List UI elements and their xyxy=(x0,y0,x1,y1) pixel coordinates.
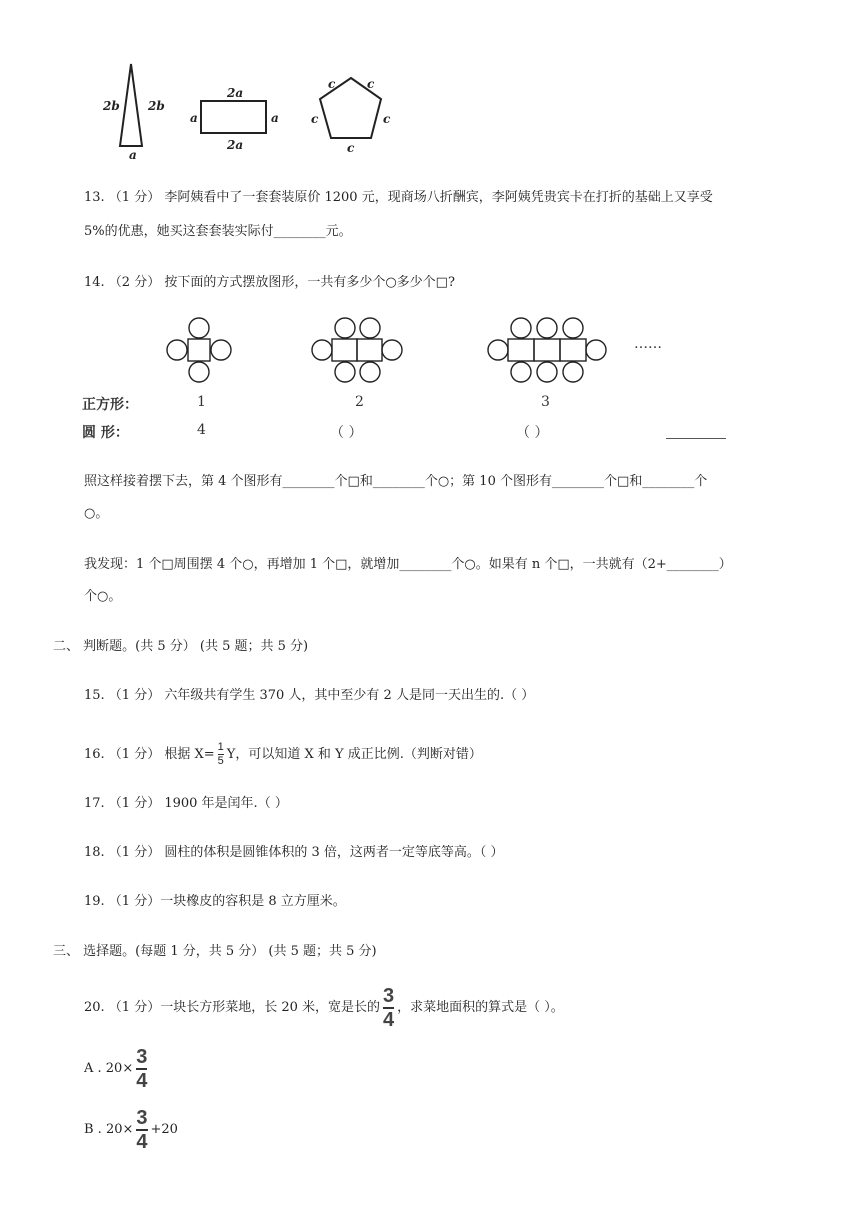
q14-para2-line1: 我发现：1 个□周围摆 4 个○，再增加 1 个□，就增加________个○。如果有 n 个□，一共就有（2+________） xyxy=(84,557,732,572)
pattern-circle xyxy=(511,362,531,382)
fraction-denominator: 5 xyxy=(217,755,224,767)
fraction-numerator: 3 xyxy=(136,1045,148,1068)
pattern-square xyxy=(508,339,534,361)
fraction-numerator: 3 xyxy=(136,1106,148,1129)
pattern-circle xyxy=(511,318,531,338)
option-b-fraction xyxy=(136,1108,147,1152)
pattern-circle xyxy=(211,340,231,360)
square-count-1: 1 xyxy=(197,394,206,410)
pattern-circle xyxy=(563,318,583,338)
q14-stem: 14. （2 分） 按下面的方式摆放图形，一共有多少个○多少个□? xyxy=(84,275,455,290)
fraction-denominator: 4 xyxy=(136,1069,148,1092)
pattern-square xyxy=(332,339,357,361)
triangle-base-label: a xyxy=(129,148,137,162)
pattern-circle xyxy=(382,340,402,360)
square-count-2: 2 xyxy=(355,394,364,410)
pattern-circle xyxy=(312,340,332,360)
q16-text-post: Y，可以知道 X 和 Y 成正比例.（判断对错） xyxy=(226,747,482,762)
option-b[interactable] xyxy=(84,1104,178,1156)
q20-fraction xyxy=(383,986,394,1030)
q18: 18. （1 分） 圆柱的体积是圆锥体积的 3 倍，这两者一定等底等高。（ ） xyxy=(84,845,504,860)
fraction-numerator: 3 xyxy=(383,984,395,1007)
pattern-circle xyxy=(189,318,209,338)
q13-line1: 13. （1 分） 李阿姨看中了一套套装原价 1200 元，现商场八折酬宾，李阿姨凭贵宾卡在打折的基础上又享受 xyxy=(84,190,713,205)
q20-text-pre: 20. （1 分）一块长方形菜地，长 20 米，宽是长的 xyxy=(84,1000,381,1015)
pattern-circle xyxy=(335,362,355,382)
rectangle-left-label: a xyxy=(190,111,198,125)
pattern-square xyxy=(534,339,560,361)
q14-para2-line2: 个○。 xyxy=(84,589,122,604)
pattern-circle xyxy=(167,340,187,360)
q20-text-post: ，求菜地面积的算式是（ ）。 xyxy=(397,1000,564,1015)
q20 xyxy=(84,982,564,1034)
pentagon-label: c xyxy=(328,77,336,91)
q17: 17. （1 分） 1900 年是闰年.（ ） xyxy=(84,796,288,811)
pattern-circle xyxy=(360,318,380,338)
square-circle-pattern xyxy=(160,315,680,385)
fraction-denominator: 4 xyxy=(383,1008,395,1031)
pattern-circle xyxy=(586,340,606,360)
pattern-ellipsis: …… xyxy=(634,336,662,352)
fraction-numerator: 1 xyxy=(217,741,224,753)
pattern-square xyxy=(560,339,586,361)
pattern-circle xyxy=(488,340,508,360)
section3-heading: 三、 选择题。(每题 1 分，共 5 分） (共 5 题；共 5 分) xyxy=(53,944,377,959)
rectangle-right-label: a xyxy=(271,111,279,125)
circle-value-1: 4 xyxy=(197,422,206,438)
option-a-fraction xyxy=(136,1047,147,1091)
circle-value-2: （ ） xyxy=(330,425,363,441)
rectangle-top-label: 2a xyxy=(227,86,244,100)
q14-para1-line1: 照这样接着摆下去，第 4 个图形有________个□和________个○；第 10 个图形有________个□和________个 xyxy=(84,474,708,489)
triangle-side-right-label: 2b xyxy=(148,99,165,113)
rectangle-shape xyxy=(201,101,266,133)
row-label-circle: 圆 形： xyxy=(82,425,129,441)
rectangle-bottom-label: 2a xyxy=(227,138,244,152)
q14-para1-line2: ○。 xyxy=(84,506,109,521)
q16-fraction xyxy=(218,742,224,767)
pattern-circle xyxy=(189,362,209,382)
geometry-figures xyxy=(95,58,395,168)
pentagon-label: c xyxy=(347,141,355,155)
option-a[interactable] xyxy=(84,1043,150,1095)
q13-line2: 5%的优惠，她买这套套装实际付________元。 xyxy=(84,224,352,239)
option-b-text-post: +20 xyxy=(150,1122,178,1137)
pentagon-label: c xyxy=(383,112,391,126)
q15: 15. （1 分） 六年级共有学生 370 人，其中至少有 2 人是同一天出生的.（ ） xyxy=(84,688,535,703)
q16 xyxy=(84,738,482,772)
pattern-square xyxy=(188,339,210,361)
row-label-square: 正方形： xyxy=(82,397,138,413)
circle-value-3: （ ） xyxy=(516,425,549,441)
q16-text-pre: 16. （1 分） 根据 X= xyxy=(84,747,215,762)
pattern-circle xyxy=(537,318,557,338)
circle-value-blank[interactable] xyxy=(666,438,726,439)
pentagon-label: c xyxy=(367,77,375,91)
triangle-shape xyxy=(120,64,142,146)
pattern-circle xyxy=(335,318,355,338)
q19: 19. （1 分）一块橡皮的容积是 8 立方厘米。 xyxy=(84,894,346,909)
pattern-square xyxy=(357,339,382,361)
pentagon-label: c xyxy=(311,112,319,126)
pattern-circle xyxy=(360,362,380,382)
square-count-3: 3 xyxy=(541,394,550,410)
option-a-text-pre: A . 20× xyxy=(84,1061,134,1076)
fraction-denominator: 4 xyxy=(136,1130,148,1153)
section2-heading: 二、 判断题。(共 5 分） (共 5 题；共 5 分) xyxy=(53,639,309,654)
pattern-circle xyxy=(537,362,557,382)
pattern-circle xyxy=(563,362,583,382)
triangle-side-left-label: 2b xyxy=(103,99,120,113)
option-b-text-pre: B . 20× xyxy=(84,1122,134,1137)
